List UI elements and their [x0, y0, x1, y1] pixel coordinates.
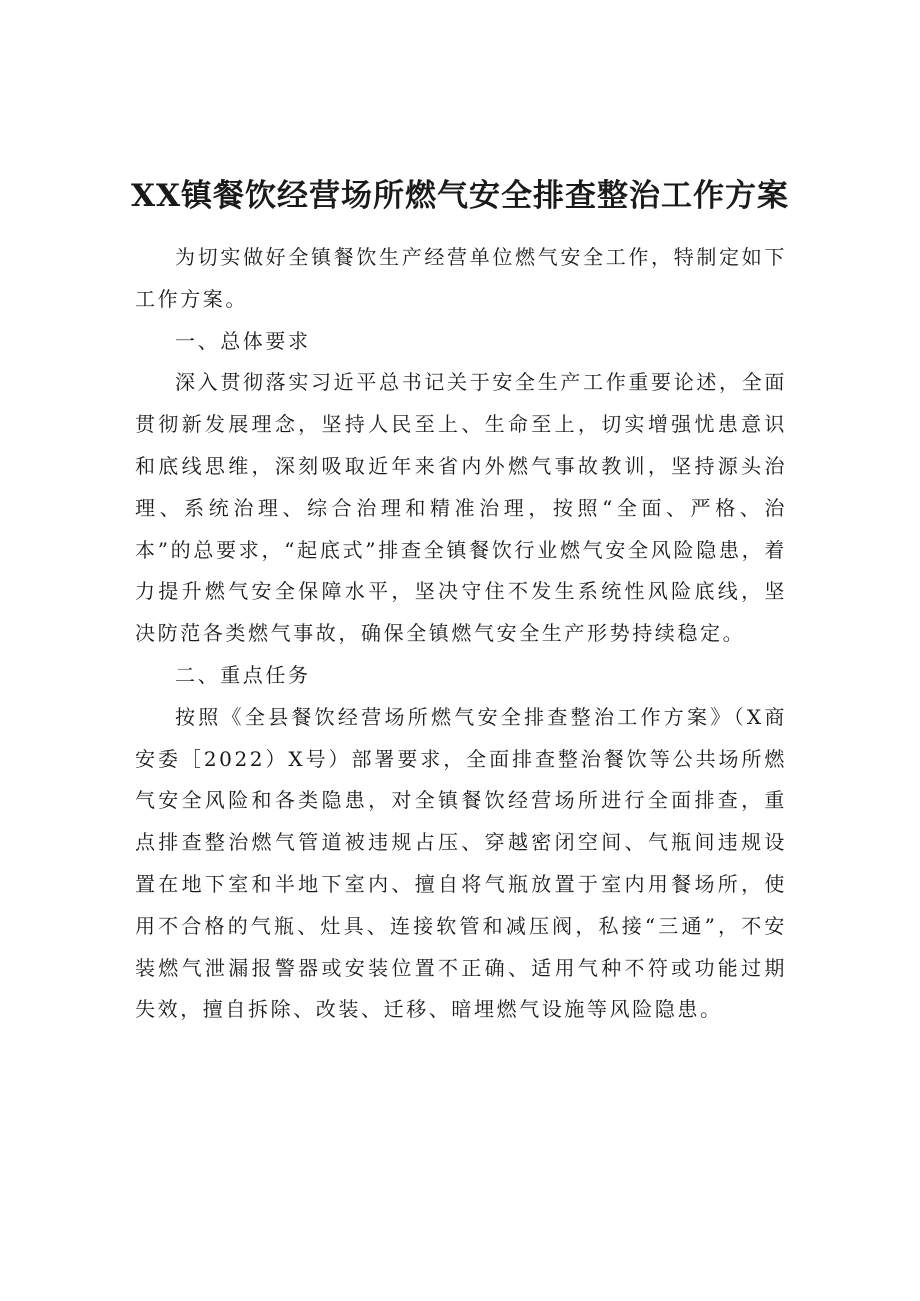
- intro-paragraph: 为切实做好全镇餐饮生产经营单位燃气安全工作，特制定如下工作方案。: [135, 245, 787, 311]
- section-heading-key-tasks: 二、重点任务: [175, 662, 311, 687]
- section-heading-overall-requirements: 一、总体要求: [175, 328, 311, 353]
- document-title: XX镇餐饮经营场所燃气安全排查整治工作方案: [130, 178, 790, 214]
- document-body: [135, 237, 787, 1031]
- overall-requirements-paragraph: 深入贯彻落实习近平总书记关于安全生产工作重要论述，全面贯彻新发展理念，坚持人民至上、生命至上，切实增强忧患意识和底线思维，深刻吸取近年来省内外燃气事故教训，坚持源头治理、系统治理、综合治理和精准治理，按照“全面、严格、治本”的总要求，“起底式”排查全镇餐饮行业燃气安全风险隐患，着力提升燃气安全保障水平，坚决守住不发生系统性风险底线，坚决防范各类燃气事故，确保全镇燃气安全生产形势持续稳定。: [135, 370, 787, 646]
- key-tasks-paragraph: 按照《全县餐饮经营场所燃气安全排查整治工作方案》（X商安委［2022）X号）部署要求，全面排查整治餐饮等公共场所燃气安全风险和各类隐患，对全镇餐饮经营场所进行全面排查，重点排查整治燃气管道被违规占压、穿越密闭空间、气瓶间违规设置在地下室和半地下室内、擅自将气瓶放置于室内用餐场所，使用不合格的气瓶、灶具、连接软管和减压阀，私接“三通”，不安装燃气泄漏报警器或安装位置不正确、适用气种不符或功能过期失效，擅自拆除、改装、迁移、暗埋燃气设施等风险隐患。: [135, 704, 787, 1022]
